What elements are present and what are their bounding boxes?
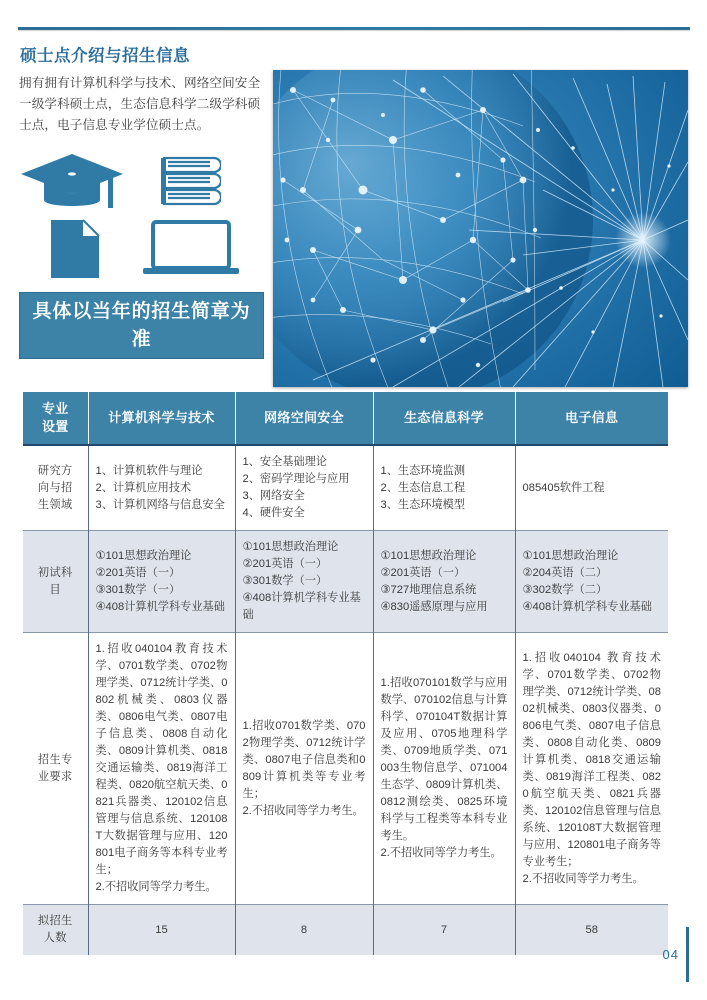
cell-req-eco: 1.招收070101数学与应用数学、070102信息与计算科学、070104T数据计算及应用、0705地理科学类、0709地质学类、071003生物信息学、071004生态学、0809计算机类、0812测绘类、0825环境科学与工程类等本科专业考生。 2.不招收同等学力考生。 — [373, 633, 515, 905]
cell-research-electronic: 085405软件工程 — [515, 445, 668, 531]
cell-research-cs: 1、计算机软件与理论 2、计算机应用技术 3、计算机网络与信息安全 — [88, 445, 235, 531]
cell-quota-cs: 15 — [88, 905, 235, 956]
network-globe-image — [273, 70, 688, 387]
row-label-line: 人数 — [43, 932, 67, 944]
cell-exam-electronic: ①101思想政治理论 ②204英语（二） ③302数学（二） ④408计算机学科专业基础 — [515, 531, 668, 633]
cell-research-cyber: 1、安全基础理论 2、密码学理论与应用 3、网络安全 4、硬件安全 — [235, 445, 373, 531]
cell-exam-cyber: ①101思想政治理论 ②201英语（一） ③301数学（一） ④408计算机学科专业基础 — [235, 531, 373, 633]
footer-rule — [686, 927, 689, 982]
header-rule — [18, 27, 690, 30]
page-title: 硕士点介绍与招生信息 — [20, 47, 190, 65]
table-row — [23, 531, 668, 633]
cell-exam-eco: ①101思想政治理论 ②201英语（一） ③727地理信息系统 ④830遥感原理与应用 — [373, 531, 515, 633]
graduation-cap-icon — [20, 152, 125, 219]
row-label-research — [23, 445, 88, 531]
th-category — [23, 392, 88, 445]
row-label-line: 目 — [49, 583, 62, 596]
table-header-row — [23, 392, 668, 445]
laptop-icon — [141, 218, 241, 283]
table-row — [23, 445, 668, 531]
th-ecoinfo: 生态信息科学 — [373, 392, 515, 445]
row-label-line: 初试科 — [37, 566, 73, 579]
th-cyberspace: 网络空间安全 — [235, 392, 373, 445]
th-category-line2: 设置 — [41, 419, 69, 434]
row-label-line: 向与招 — [37, 481, 73, 494]
callout-banner: 具体以当年的招生简章为准 — [19, 292, 264, 359]
row-label-quota — [23, 905, 88, 956]
row-label-exam — [23, 531, 88, 633]
cell-exam-cs: ①101思想政治理论 ②201英语（一） ③301数学（一） ④408计算机学科专业基础 — [88, 531, 235, 633]
icon-cluster — [14, 152, 264, 292]
row-label-line: 业要求 — [37, 770, 73, 783]
admissions-table — [23, 392, 668, 955]
table-row — [23, 633, 668, 905]
cell-quota-eco: 7 — [373, 905, 515, 956]
row-label-major-req — [23, 633, 88, 905]
cell-research-eco: 1、生态环境监测 2、生态信息工程 3、生态环境模型 — [373, 445, 515, 531]
th-electronic: 电子信息 — [515, 392, 668, 445]
books-stack-icon — [159, 154, 221, 217]
row-label-line: 研究方 — [37, 464, 73, 477]
cell-req-cyber: 1.招收0701数学类、0702物理学类、0712统计学类、0807电子信息类和0809计算机类等专业考生； 2.不招收同等学力考生。 — [235, 633, 373, 905]
row-label-line: 生领域 — [37, 498, 73, 511]
th-cs: 计算机科学与技术 — [88, 392, 235, 445]
page-number: 04 — [662, 947, 679, 962]
document-page-icon — [49, 218, 101, 285]
row-label-line: 招生专 — [37, 753, 73, 766]
table-row — [23, 905, 668, 956]
cell-quota-cyber: 8 — [235, 905, 373, 956]
intro-paragraph: 拥有拥有计算机科学与技术、网络空间安全一级学科硕士点，生态信息科学二级学科硕士点，电子信息专业学位硕士点。 — [19, 76, 261, 132]
cell-quota-electronic: 58 — [515, 905, 668, 956]
row-label-line: 拟招生 — [37, 915, 73, 927]
th-category-line1: 专业 — [41, 401, 69, 416]
admissions-table-container — [23, 392, 668, 955]
cell-req-electronic: 1.招收040104 教育技术学、0701数学类、0702物理学类、0712统计学类、0802机械类、0803仪器类、0806电气类、0807电子信息类、0808自动化类、0809计算机类、0818交通运输类、0819海洋工程类、0820航空航天类、0821兵器类、120102信息管理与信息系统、120108T大数据管理与应用、120801电子商务等专业考生； 2.不招收同等学力考生。 — [515, 633, 668, 905]
cell-req-cs: 1.招收040104教育技术学、0701数学类、0702物理学类、0712统计学类、0802机械类、0803仪器类、0806电气类、0807电子信息类、0808自动化类、0809计算机类、0818交通运输类、0819海洋工程类、0820航空航天类、0821兵器类、120102信息管理与信息系统、120108T大数据管理与应用、120801电子商务等本科专业考生； 2.不招收同等学力考生。 — [88, 633, 235, 905]
